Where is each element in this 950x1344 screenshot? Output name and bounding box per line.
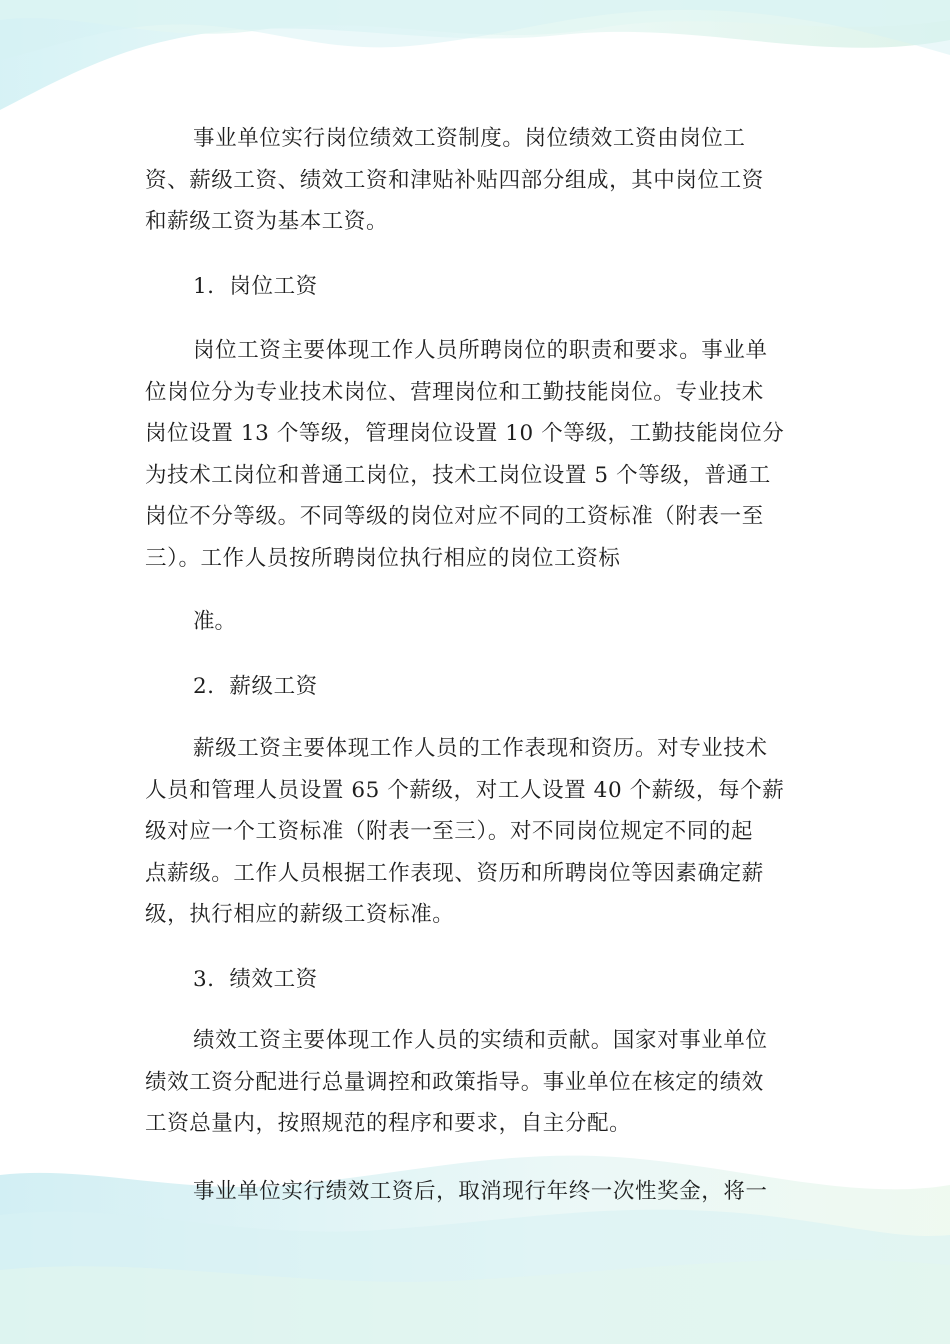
paragraph-performance-salary: 绩效工资主要体现工作人员的实绩和贡献。国家对事业单位 绩效工资分配进行总量调控和政策指导。事业单位在核定的绩效 工资总量内，按照规范的程序和要求，自主分配。 [145,1028,768,1136]
heading-post-salary: 1．岗位工资 [193,274,318,299]
paragraph-post-salary-tail: 准。 [193,609,237,634]
paragraph-post-salary: 岗位工资主要体现工作人员所聘岗位的职责和要求。事业单 位岗位分为专业技术岗位、营理岗位和工勤技能岗位。专业技术 岗位设置 13 个等级，管理岗位设置 10 个等级，工勤技能岗位分 为技术工岗位和普通工岗位，技术工岗位设置 5 个等级，普通工 岗位不分等级。不同等级的岗位对应不同的工资标准（附表一至 三）。工作人员按所聘岗位执行相应的岗位工资标 [145,338,785,571]
paragraph-bonus: 事业单位实行绩效工资后，取消现行年终一次性奖金，将一 [193,1179,768,1204]
heading-performance-salary: 3．绩效工资 [193,967,318,992]
heading-grade-salary: 2．薪级工资 [193,674,318,699]
paragraph-overview: 事业单位实行岗位绩效工资制度。岗位绩效工资由岗位工 资、薪级工资、绩效工资和津贴补贴四部分组成，其中岗位工资 和薪级工资为基本工资。 [145,126,764,234]
paragraph-grade-salary: 薪级工资主要体现工作人员的工作表现和资历。对专业技术 人员和管理人员设置 65 个薪级，对工人设置 40 个薪级，每个薪 级对应一个工资标准（附表一至三）。对不同岗位规定不同的起 点薪级。工作人员根据工作表现、资历和所聘岗位等因素确定薪 级，执行相应的薪级工资标准。 [145,736,785,927]
